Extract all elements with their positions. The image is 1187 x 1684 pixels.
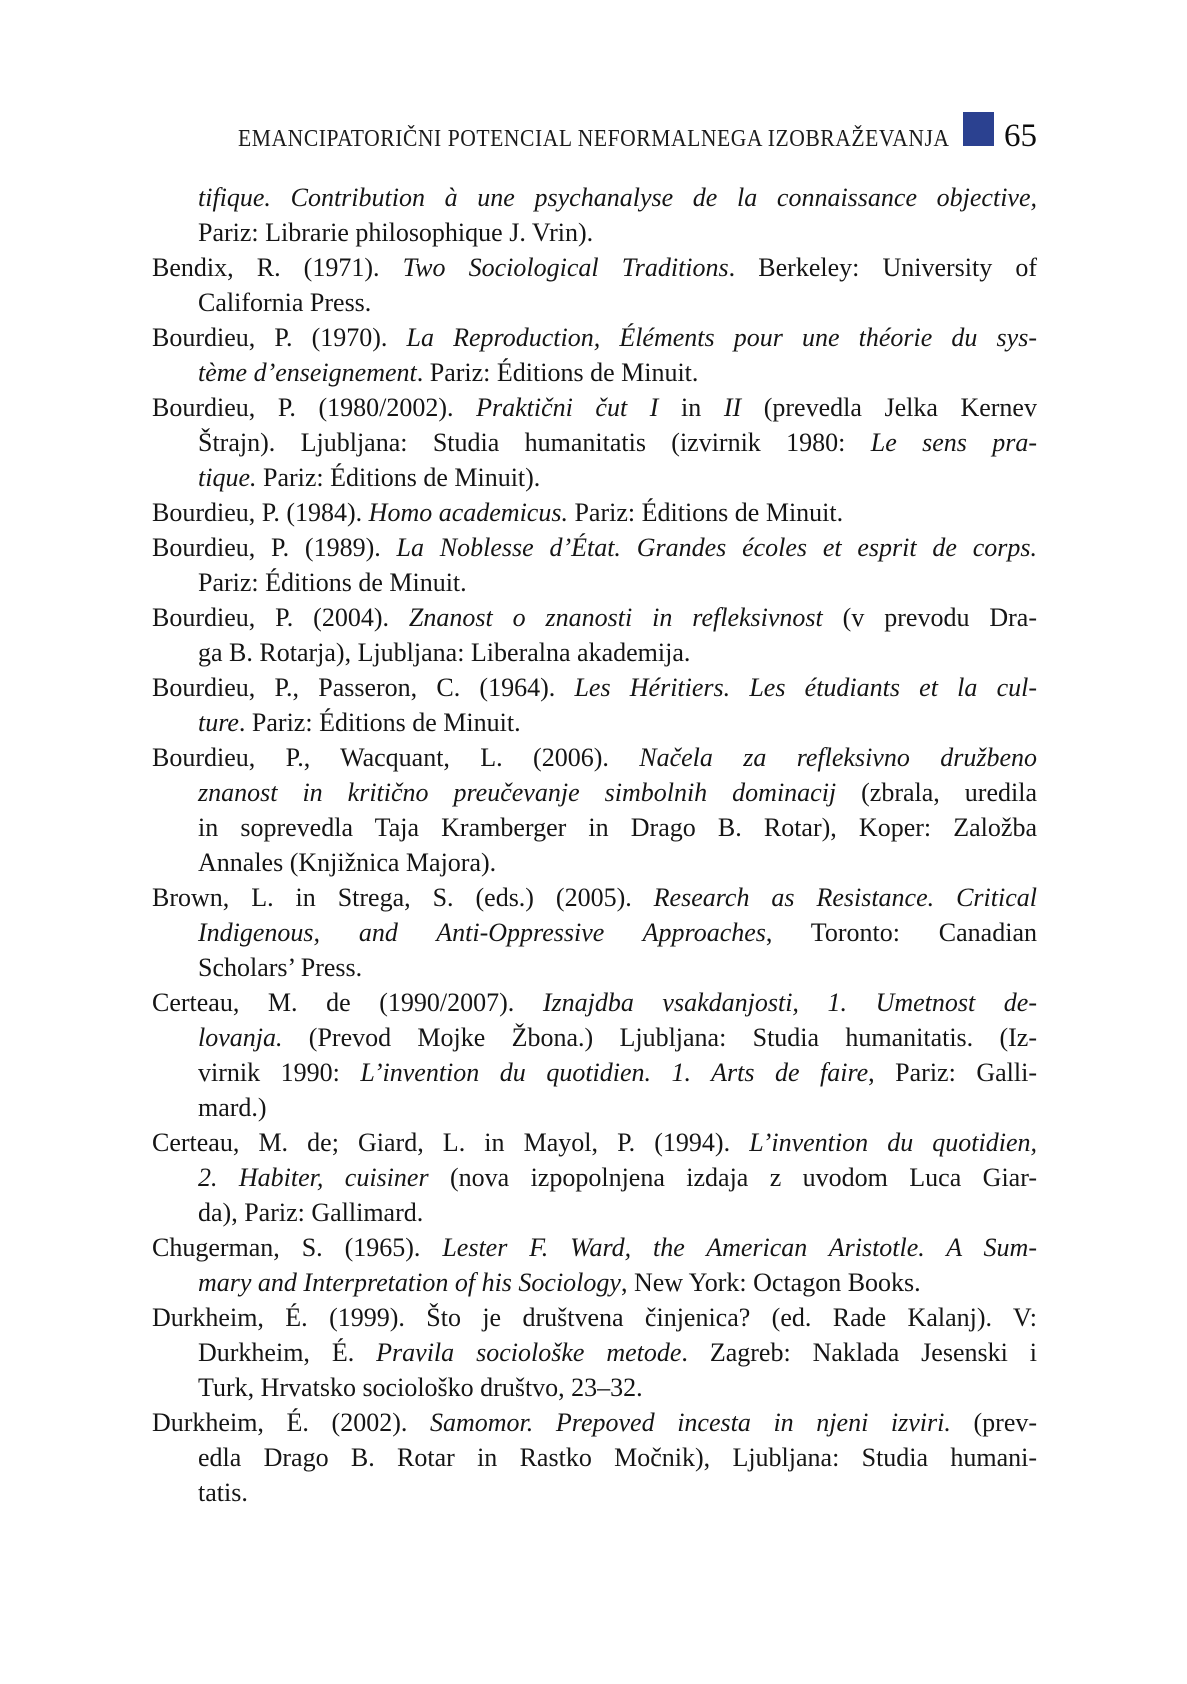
reference-text-segment: (prev- <box>950 1408 1038 1437</box>
reference-title-segment: lovanja. <box>198 1023 283 1052</box>
reference-title-segment: Načela za refleksivno družbeno <box>639 743 1037 772</box>
reference-line <box>152 880 1037 915</box>
reference-text-segment: , Pariz: Galli- <box>868 1058 1037 1087</box>
reference-text-segment: Bourdieu, P. (1970). <box>152 323 407 352</box>
reference-line <box>152 670 1037 705</box>
reference-line <box>152 1405 1037 1440</box>
reference-text-segment: Bourdieu, P., Passeron, C. (1964). <box>152 673 575 702</box>
reference-entry <box>152 390 1037 495</box>
reference-text-segment: ga B. Rotarja), Ljubljana: Liberalna akademija. <box>198 638 691 667</box>
reference-line <box>152 1090 1037 1125</box>
reference-title-segment: tique. <box>198 463 257 492</box>
reference-title-segment: Iznajdba vsakdanjosti, 1. Umetnost de- <box>542 988 1038 1017</box>
reference-text-segment: (nova izpopolnjena izdaja z uvodom Luca Giar- <box>428 1163 1038 1192</box>
reference-title-segment: La Noblesse d’État. Grandes écoles et esprit de corps. <box>396 533 1037 562</box>
reference-text-segment: virnik 1990: <box>198 1058 361 1087</box>
reference-line <box>152 1440 1037 1475</box>
reference-list <box>152 180 1037 1510</box>
reference-line <box>152 390 1037 425</box>
reference-title-segment: tème d’enseignement <box>198 358 417 387</box>
reference-text-segment: Certeau, M. de; Giard, L. in Mayol, P. (1994). <box>152 1128 750 1157</box>
reference-line <box>152 1265 1037 1300</box>
reference-text-segment: . Zagreb: Naklada Jesenski i <box>681 1338 1037 1367</box>
page-number: 65 <box>1004 118 1037 154</box>
reference-entry <box>152 1125 1037 1230</box>
reference-line <box>152 250 1037 285</box>
reference-text-segment: . Pariz: Éditions de Minuit. <box>416 358 699 387</box>
reference-entry <box>152 740 1037 880</box>
reference-line <box>152 565 1037 600</box>
reference-line <box>152 1300 1037 1335</box>
reference-line <box>152 215 1037 250</box>
reference-title-segment: ture <box>198 708 239 737</box>
reference-text-segment: da), Pariz: Gallimard. <box>198 1198 424 1227</box>
reference-line <box>152 600 1037 635</box>
reference-text-segment: Bourdieu, P. (1984). <box>152 498 369 527</box>
reference-line <box>152 285 1037 320</box>
running-header-title: EMANCIPATORIČNI POTENCIAL NEFORMALNEGA IZOBRAŽEVANJA <box>238 126 950 152</box>
reference-line <box>152 740 1037 775</box>
reference-line <box>152 1160 1037 1195</box>
reference-line <box>152 1370 1037 1405</box>
reference-entry <box>152 180 1037 250</box>
reference-text-segment: (v prevodu Dra- <box>822 603 1037 632</box>
reference-text-segment: Bendix, R. (1971). <box>152 253 403 282</box>
reference-line <box>152 845 1037 880</box>
reference-line <box>152 1230 1037 1265</box>
reference-line <box>152 1195 1037 1230</box>
reference-text-segment: California Press. <box>198 288 372 317</box>
reference-line <box>152 460 1037 495</box>
reference-line <box>152 635 1037 670</box>
reference-line <box>152 950 1037 985</box>
reference-text-segment: Bourdieu, P. (2004). <box>152 603 409 632</box>
reference-line <box>152 775 1037 810</box>
reference-line <box>152 1020 1037 1055</box>
reference-entry <box>152 320 1037 390</box>
reference-line <box>152 495 1037 530</box>
reference-title-segment: Znanost o znanosti in refleksivnost <box>408 603 823 632</box>
reference-text-segment: Pariz: Éditions de Minuit. <box>198 568 467 597</box>
reference-line <box>152 1055 1037 1090</box>
reference-entry <box>152 250 1037 320</box>
reference-text-segment: in soprevedla Taja Kramberger in Drago B. Rotar), Koper: Založba <box>198 813 1037 842</box>
reference-text-segment: Pariz: Éditions de Minuit. <box>567 498 844 527</box>
reference-entry <box>152 880 1037 985</box>
reference-title-segment: Lester F. Ward, the American Aristotle. A Sum- <box>442 1233 1037 1262</box>
reference-entry <box>152 670 1037 740</box>
reference-line <box>152 915 1037 950</box>
reference-title-segment: La Reproduction, Éléments pour une théorie du sys- <box>406 323 1037 352</box>
reference-text-segment: . Berkeley: University of <box>728 253 1038 282</box>
reference-line <box>152 705 1037 740</box>
reference-text-segment: , Toronto: Canadian <box>765 918 1037 947</box>
reference-line <box>152 355 1037 390</box>
reference-title-segment: Le sens pra- <box>870 428 1037 457</box>
reference-text-segment: Pariz: Éditions de Minuit). <box>256 463 541 492</box>
reference-title-segment: II <box>723 393 742 422</box>
page-marker-square <box>963 112 994 146</box>
reference-line <box>152 1475 1037 1510</box>
reference-text-segment: (Prevod Mojke Žbona.) Ljubljana: Studia humanitatis. (Iz- <box>282 1023 1037 1052</box>
reference-text-segment: Brown, L. in Strega, S. (eds.) (2005). <box>152 883 654 912</box>
reference-title-segment: tifique. Contribution à une psychanalyse de la connaissance objective, <box>198 183 1037 212</box>
reference-text-segment: Chugerman, S. (1965). <box>152 1233 443 1262</box>
reference-title-segment: Praktični čut I <box>476 393 659 422</box>
reference-text-segment: Durkheim, É. (2002). <box>152 1408 430 1437</box>
reference-title-segment: Pravila sociološke metode <box>376 1338 682 1367</box>
reference-entry <box>152 985 1037 1125</box>
reference-line <box>152 1125 1037 1160</box>
reference-entry <box>152 495 1037 530</box>
reference-entry <box>152 1300 1037 1405</box>
reference-entry <box>152 530 1037 600</box>
reference-text-segment: Scholars’ Press. <box>198 953 363 982</box>
reference-text-segment: , New York: Octagon Books. <box>620 1268 921 1297</box>
running-header <box>152 112 1037 162</box>
reference-line <box>152 985 1037 1020</box>
reference-text-segment: Durkheim, É. <box>198 1338 377 1367</box>
reference-title-segment: Les Héritiers. Les étudiants et la cul- <box>574 673 1037 702</box>
reference-line <box>152 425 1037 460</box>
reference-text-segment: Bourdieu, P. (1989). <box>152 533 397 562</box>
reference-text-segment: (prevedla Jelka Kernev <box>741 393 1037 422</box>
reference-text-segment: edla Drago B. Rotar in Rastko Močnik), Ljubljana: Studia humani- <box>198 1443 1037 1472</box>
reference-title-segment: 2. Habiter, cuisiner <box>198 1163 429 1192</box>
reference-line <box>152 320 1037 355</box>
reference-title-segment: Homo academicus. <box>368 498 568 527</box>
reference-text-segment: Pariz: Librarie philosophique J. Vrin). <box>198 218 594 247</box>
reference-title-segment: Research as Resistance. Critical <box>653 883 1037 912</box>
reference-title-segment: Two Sociological Traditions <box>402 253 729 282</box>
reference-text-segment: Štrajn). Ljubljana: Studia humanitatis (izvirnik 1980: <box>198 428 871 457</box>
reference-title-segment: Indigenous, and Anti-Oppressive Approaches <box>198 918 766 947</box>
reference-text-segment: Turk, Hrvatsko sociološko društvo, 23–32. <box>198 1373 643 1402</box>
reference-text-segment: Annales (Knjižnica Majora). <box>198 848 497 877</box>
reference-text-segment: mard.) <box>198 1093 267 1122</box>
reference-text-segment: tatis. <box>198 1478 248 1507</box>
reference-title-segment: Samomor. Prepoved incesta in njeni izviri. <box>430 1408 951 1437</box>
reference-title-segment: mary and Interpretation of his Sociology <box>198 1268 621 1297</box>
reference-text-segment: Durkheim, É. (1999). Što je društvena činjenica? (ed. Rade Kalanj). V: <box>152 1303 1037 1332</box>
reference-title-segment: L’invention du quotidien. 1. Arts de faire <box>360 1058 869 1087</box>
reference-line <box>152 530 1037 565</box>
reference-entry <box>152 1405 1037 1510</box>
reference-title-segment: znanost in kritično preučevanje simbolnih dominacij <box>198 778 837 807</box>
reference-text-segment: . Pariz: Éditions de Minuit. <box>238 708 521 737</box>
reference-line <box>152 1335 1037 1370</box>
reference-entry <box>152 600 1037 670</box>
reference-text-segment: in <box>658 393 724 422</box>
reference-line <box>152 810 1037 845</box>
reference-entry <box>152 1230 1037 1300</box>
reference-title-segment: L’invention du quotidien, <box>749 1128 1037 1157</box>
reference-text-segment: Bourdieu, P., Wacquant, L. (2006). <box>152 743 640 772</box>
reference-text-segment: (zbrala, uredila <box>836 778 1037 807</box>
reference-text-segment: Bourdieu, P. (1980/2002). <box>152 393 477 422</box>
reference-line <box>152 180 1037 215</box>
reference-text-segment: Certeau, M. de (1990/2007). <box>152 988 543 1017</box>
